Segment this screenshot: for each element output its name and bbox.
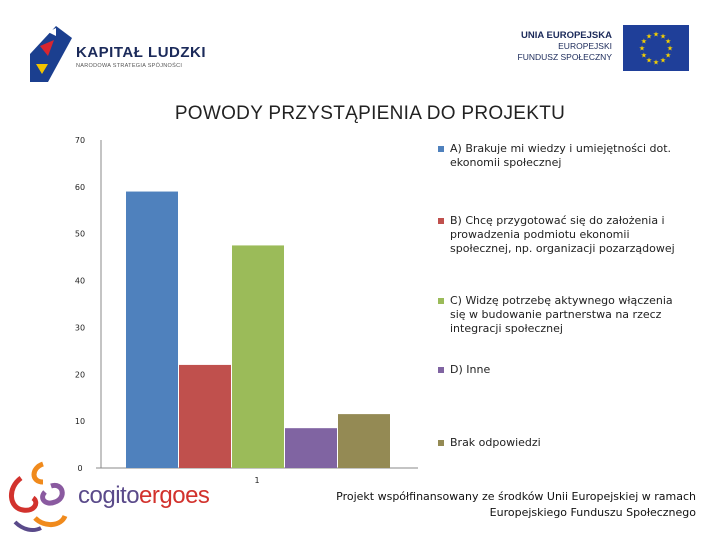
legend-swatch [438,298,444,304]
legend-item [438,436,698,450]
eu-star-icon: ★ [640,51,648,60]
y-tick-label: 70 [74,136,86,145]
eu-star-icon: ★ [659,32,667,41]
eu-logo-line2: EUROPEJSKI [558,41,612,51]
cofinancing-note: Projekt współfinansowany ze środków Unii Europejskiej w ramach Europejskiego Funduszu Społecznego [336,490,696,519]
eu-star-icon: ★ [664,51,672,60]
legend-label: D) Inne [450,363,491,376]
legend-swatch [438,146,444,152]
bar-series-5 [338,414,390,468]
legend-item [438,294,698,336]
y-tick-label: 10 [74,417,86,427]
y-tick-label: 30 [74,323,86,333]
legend-swatch [438,367,444,373]
y-tick-label: 40 [74,276,86,286]
y-tick-label: 50 [74,229,86,239]
cogito-ergo-es-text [78,482,209,510]
legend-item [438,214,698,256]
legend-label: C) Widzę potrzebę aktywnego włączenia się w budowanie partnerstwa na rzecz integracji społecznej [450,294,673,335]
eu-star-icon: ★ [640,37,648,46]
y-tick-label: 20 [74,370,86,380]
legend-label: Brak odpowiedzi [450,436,541,449]
cogito-text: cogito [78,482,140,509]
eu-star-icon: ★ [652,58,660,67]
bar-series-4 [285,428,337,468]
ergoes-text: ergoes [139,482,210,509]
legend-item [438,142,698,170]
kapital-ludzki-subtitle: NARODOWA STRATEGIA SPÓJNOŚCI [76,63,183,69]
eu-logo-line3: FUNDUSZ SPOŁECZNY [517,52,612,62]
legend-label: A) Brakuje mi wiedzy i umiejętności dot. ekonomii społecznej [450,142,672,169]
legend-label: B) Chcę przygotować się do założenia i prowadzenia podmiotu ekonomii społecznej, np. organizacji pozarządowej [450,214,675,255]
eu-star-icon: ★ [638,44,646,53]
y-tick-label: 60 [74,182,86,192]
eu-star-icon: ★ [645,56,653,65]
legend-item [438,363,698,377]
bar-series-1 [126,192,178,468]
legend-swatch [438,440,444,446]
y-tick-label: 0 [77,464,83,473]
x-tick-label: 1 [254,476,260,485]
kapital-ludzki-title: KAPITAŁ LUDZKI [76,44,207,61]
eu-logo-line1: UNIA EUROPEJSKA [521,30,612,41]
eu-star-icon: ★ [664,37,672,46]
eu-star-icon: ★ [666,44,674,53]
bar-series-3 [232,245,284,468]
eu-star-icon: ★ [659,56,667,65]
legend-swatch [438,218,444,224]
chart-title: POWODY PRZYSTĄPIENIA DO PROJEKTU [174,103,566,124]
eu-star-icon: ★ [645,32,653,41]
eu-star-icon: ★ [652,30,660,39]
bar-series-2 [179,365,231,468]
